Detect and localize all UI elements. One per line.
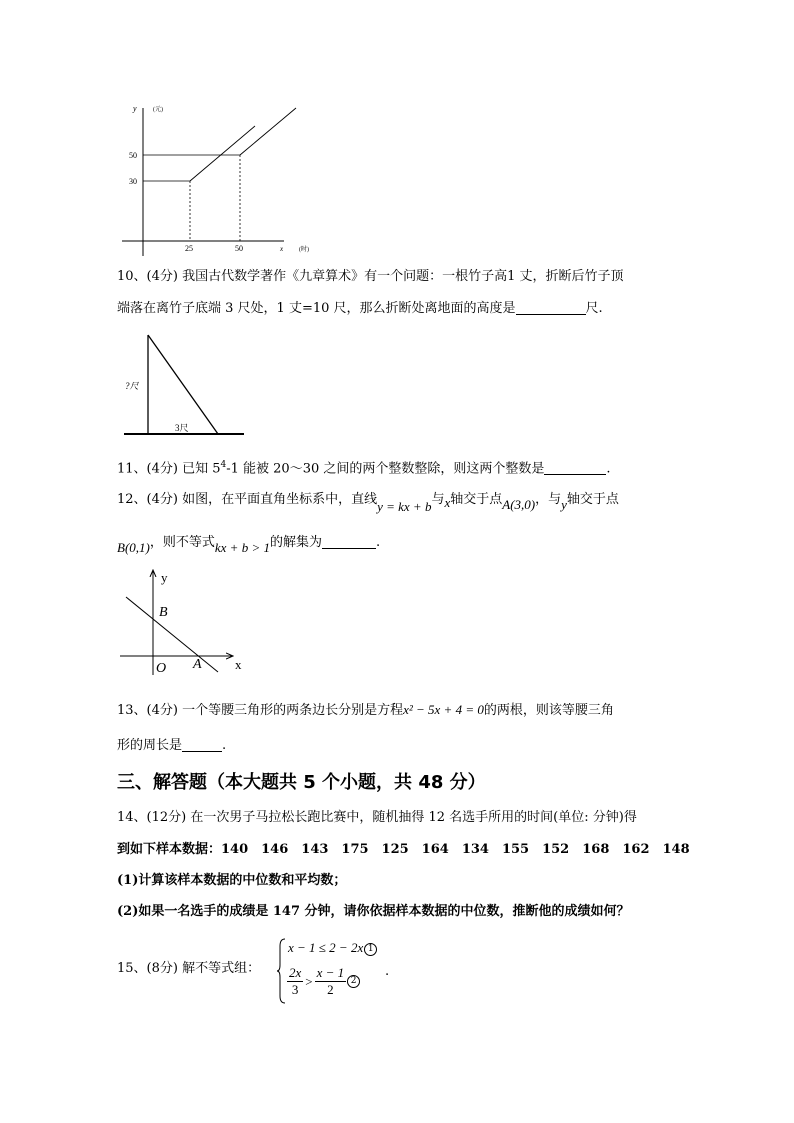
x-tick-50: 50 xyxy=(235,244,243,253)
q14-line1: 14、(12分) 在一次男子马拉松长跑比赛中，随机抽得 12 名选手所用的时间(单位: 分钟)得 xyxy=(117,810,637,825)
height-label: ?尺 xyxy=(125,381,139,391)
q11-answer-blank xyxy=(544,460,606,475)
x-tick-25: 25 xyxy=(185,244,193,253)
q10-line2-end: 尺. xyxy=(585,301,603,316)
point-b-label: B xyxy=(159,605,168,620)
q13-l1-b: 的两根，则该等腰三角 xyxy=(483,703,614,718)
q12-l1-e: 轴交于点 xyxy=(566,492,619,507)
q15-frac-right-den: 2 xyxy=(327,982,334,997)
q12-line1 xyxy=(117,490,619,517)
q10-line2 xyxy=(117,299,603,319)
q13-equation: x² − 5x + 4 = 0 xyxy=(403,702,484,717)
q12-answer-blank xyxy=(322,534,376,549)
origin-label: O xyxy=(156,661,167,676)
q15-gt-sign: > xyxy=(305,973,313,989)
q12-inequality: kx + b > 1 xyxy=(214,540,270,555)
q11-text-mid: -1 能被 20～30 之间的两个整数整除，则这两个整数是 xyxy=(226,461,545,477)
cost-time-graph xyxy=(112,98,322,258)
q13-line2 xyxy=(117,736,226,756)
q13-line1 xyxy=(117,700,614,721)
q14-part1: (1)计算该样本数据的中位数和平均数； xyxy=(117,873,347,888)
q12-l1-c: 轴交于点 xyxy=(450,492,503,507)
q14-line2: 到如下样本数据：140 146 143 175 125 164 134 155 152 168 162 148 xyxy=(117,842,690,857)
q15-inequality-2 xyxy=(287,965,360,998)
q12-l1-d: ，与 xyxy=(535,492,562,507)
y-axis-label: y xyxy=(133,104,137,113)
q12-line-eq: y = kx + b xyxy=(377,499,432,514)
section-3-heading: 三、解答题（本大题共 5 个小题，共 48 分） xyxy=(117,772,486,793)
triangle-hypotenuse xyxy=(148,335,218,434)
q12-l1-a: 12、(4分) 如图，在平面直角坐标系中，直线 xyxy=(117,492,378,507)
q15-label: 15、(8分) 解不等式组： xyxy=(117,961,261,976)
q15-ineq1-text: x − 1 ≤ 2 − 2x xyxy=(288,940,364,955)
x-unit-label: (时) xyxy=(299,247,309,253)
x-axis-label: x xyxy=(280,245,284,253)
y-tick-50: 50 xyxy=(129,151,137,160)
q15-mark-2: 2 xyxy=(347,975,360,988)
q10-line1: 10、(4分) 我国古代数学著作《九章算术》有一个问题：一根竹子高1 丈，折断后竹子顶 xyxy=(117,269,624,284)
q15-end-period: . xyxy=(385,964,390,979)
q11-text-pre: 11、(4分) 已知 5 xyxy=(117,461,221,477)
q11-line xyxy=(117,455,611,479)
q10-answer-blank xyxy=(516,300,586,315)
graph2-y-label: y xyxy=(161,570,168,585)
q13-l2-end: . xyxy=(222,738,227,753)
q12-y-var: y xyxy=(561,497,567,512)
q15-frac-right xyxy=(315,965,347,998)
point-a-label: A xyxy=(193,657,202,672)
y-tick-30: 30 xyxy=(129,177,137,186)
q12-point-b: B(0,1) xyxy=(117,540,150,555)
base-label: 3尺 xyxy=(175,423,189,433)
graph2-x-label: x xyxy=(235,657,242,672)
q12-l2-b: 的解集为 xyxy=(269,535,322,550)
q15-frac-left xyxy=(287,965,303,998)
q12-l2-end: . xyxy=(375,535,381,550)
q13-l1-a: 13、(4分) 一个等腰三角形的两条边长分别是方程 xyxy=(117,703,404,718)
line-plan-a xyxy=(190,126,255,181)
q15-frac-left-den: 3 xyxy=(291,982,299,997)
q15-inequality-1 xyxy=(288,940,377,957)
q12-line2 xyxy=(117,533,380,558)
line-y-kx-b xyxy=(126,597,218,672)
q15-mark-1: 1 xyxy=(364,943,377,956)
q11-text-end: . xyxy=(606,461,611,477)
q12-l1-b: 与 xyxy=(431,492,445,507)
linear-function-graph xyxy=(118,565,253,680)
q14-part2: (2)如果一名选手的成绩是 147 分钟，请你依据样本数据的中位数，推断他的成绩如何？ xyxy=(117,904,630,919)
q11-exponent: 4 xyxy=(220,460,227,470)
bamboo-triangle-figure xyxy=(120,330,250,442)
q12-x-var: x xyxy=(444,495,451,510)
q15-frac-right-num: x − 1 xyxy=(316,965,345,980)
q13-answer-blank xyxy=(182,737,222,752)
q10-line2-text: 端落在离竹子底端 3 尺处，1 丈=10 尺，那么折断处离地面的高度是 xyxy=(117,301,516,316)
q13-l2-a: 形的周长是 xyxy=(117,738,183,753)
q12-point-a: A(3,0) xyxy=(502,497,536,512)
q12-l2-a: ，则不等式 xyxy=(149,535,215,550)
system-brace xyxy=(276,938,286,1004)
y-unit-label: (元) xyxy=(153,107,163,113)
q15-frac-left-num: 2x xyxy=(289,965,302,980)
